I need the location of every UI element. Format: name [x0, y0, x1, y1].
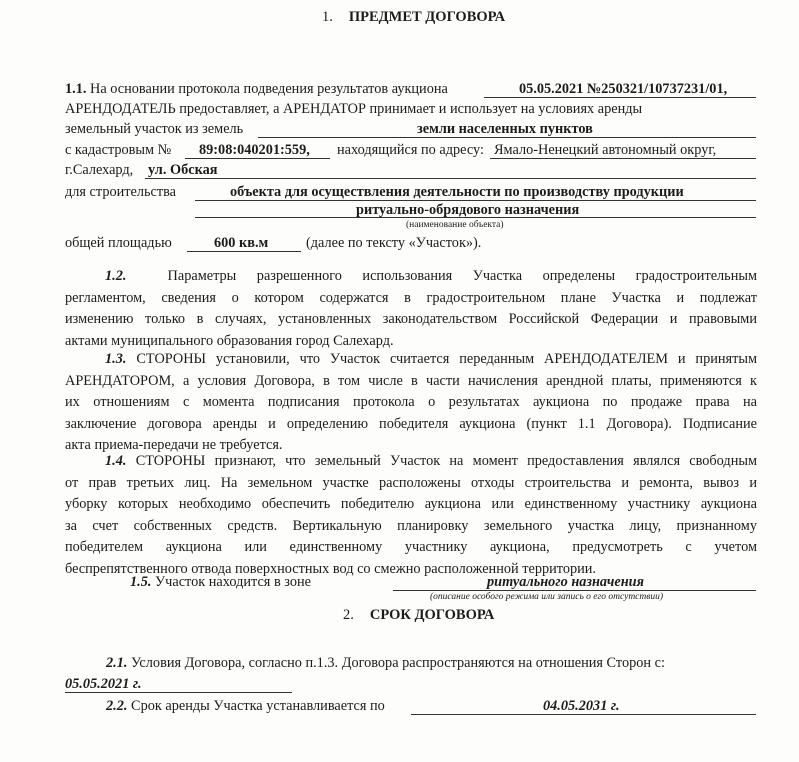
p11-area-underline: [187, 251, 301, 252]
p11-address: Ямало-Ненецкий автономный округ,: [494, 142, 717, 158]
p15-line: [130, 573, 311, 591]
p15-number: 1.5.: [130, 574, 152, 590]
p12-line-0: Параметры разрешенного использования Участка определены градостроительным: [167, 268, 757, 284]
section-1-number: 1.: [322, 9, 333, 25]
p11-cadastral-label: с кадастровым №: [65, 142, 172, 158]
p12-number: 1.2.: [105, 268, 127, 284]
p11-line3-label: земельный участок из земель: [65, 121, 244, 137]
p14-line-2: уборку которых необходимо обеспечить победителю аукциона или единственному участнику аукциона: [65, 496, 757, 513]
section-1-heading: [322, 9, 505, 26]
p13-block: [65, 349, 757, 457]
p13-line-0: СТОРОНЫ установили, что Участок считается переданным АРЕНДОДАТЕЛЕМ и принятым: [136, 351, 757, 367]
p11-purpose-caption: (наименование объекта): [406, 220, 504, 230]
p21-number: 2.1.: [106, 655, 128, 671]
p11-cadastral-underline: [185, 158, 330, 159]
p11-line1: [65, 80, 448, 98]
p15-zone-underline: [393, 590, 756, 591]
p11-protocol: 05.05.2021 №250321/10737231/01,: [519, 81, 728, 97]
p15-label: Участок находится в зоне: [155, 574, 311, 590]
p22-date-underline: [411, 714, 756, 715]
p14-line-1: от прав третьих лиц. На земельном участке расположены отходы строительства и ремонта, вывоз и: [65, 474, 757, 491]
p12-block: [65, 266, 757, 352]
p11-address-label: находящийся по адресу:: [337, 142, 484, 158]
p22-text: Срок аренды Участка устанавливается по: [131, 698, 385, 714]
p13-line-3: заключение договора аренды и определению победителя аукциона (пункт 1.1 Договора). Подписание: [65, 415, 757, 432]
p11-text1: На основании протокола подведения результатов аукциона: [90, 81, 448, 97]
p12-line-2: изменению только в случаях, установленных законодательством Российской Федерации и правовыми: [65, 311, 757, 328]
p13-line-2: их отношениям с момента подписания протокола о результатах аукциона по продаже права на: [65, 394, 757, 411]
p11-land-category: земли населенных пунктов: [417, 121, 593, 137]
p11-purpose2: ритуально-обрядового назначения: [356, 202, 580, 218]
p22-line: [106, 697, 385, 715]
p11-address-underline: [490, 158, 756, 159]
p14-line-3: за счет собственных средств. Вертикальную планировку земельного участка лицу, признанному: [65, 517, 757, 534]
p11-purpose1: объекта для осуществления деятельности по производству продукции: [230, 184, 684, 200]
p15-caption: (описание особого режима или запись о его отсутствии): [430, 592, 664, 602]
p11-street: ул. Обская: [148, 162, 218, 178]
p12-line-1: регламентом, сведения о котором содержатся в градостроительном плане Участка и подлежат: [65, 289, 757, 306]
p13-line-4: акта приема-передачи не требуется.: [65, 437, 283, 454]
p11-street-underline: [145, 178, 756, 179]
p14-block: [65, 451, 757, 581]
p11-number: 1.1.: [65, 81, 87, 97]
section-2-heading: [343, 607, 494, 624]
p11-area-label: общей площадью: [65, 235, 172, 251]
p13-number: 1.3.: [105, 351, 127, 367]
p13-line-1: АРЕНДАТОРОМ, а условия Договора, в том числе в части начисления арендной платы, применяются к: [65, 372, 757, 389]
p15-zone: ритуального назначения: [487, 574, 644, 590]
p21-date-underline: [65, 692, 292, 693]
p11-purpose-label: для строительства: [65, 184, 177, 200]
p11-area: 600 кв.м: [214, 235, 269, 251]
p12-line-3: актами муниципального образования город Салехард.: [65, 332, 394, 349]
p11-area-suffix: (далее по тексту «Участок»).: [306, 235, 482, 251]
p11-purpose2-underline: [195, 217, 756, 218]
section-1-title: ПРЕДМЕТ ДОГОВОРА: [348, 9, 506, 25]
p11-protocol-underline: [484, 97, 756, 98]
p11-land-underline: [258, 137, 756, 138]
p11-cadastral: 89:08:040201:559,: [199, 142, 310, 158]
p11-line2: АРЕНДОДАТЕЛЬ предоставляет, а АРЕНДАТОР принимает и использует на условиях аренды: [65, 101, 643, 117]
p21-date: 05.05.2021 г.: [65, 676, 142, 692]
p14-line-5: беспрепятственного отвода поверхностных вод со смежно расположенной территории.: [65, 560, 597, 577]
p22-date: 04.05.2031 г.: [543, 698, 620, 714]
p21-line: [106, 654, 665, 672]
p21-text: Условия Договора, согласно п.1.3. Договора распространяются на отношения Сторон с:: [131, 655, 665, 671]
p14-line-4: победителем аукциона или единственному участнику аукциона, предусмотреть с учетом: [65, 539, 757, 556]
section-2-number: 2.: [343, 607, 354, 623]
p14-number: 1.4.: [105, 453, 127, 469]
p14-line-0: СТОРОНЫ признают, что земельный Участок на момент предоставления являлся свободным: [135, 453, 757, 469]
p22-number: 2.2.: [106, 698, 128, 714]
section-2-title: СРОК ДОГОВОРА: [369, 607, 495, 623]
p11-city: г.Салехард,: [65, 162, 134, 178]
